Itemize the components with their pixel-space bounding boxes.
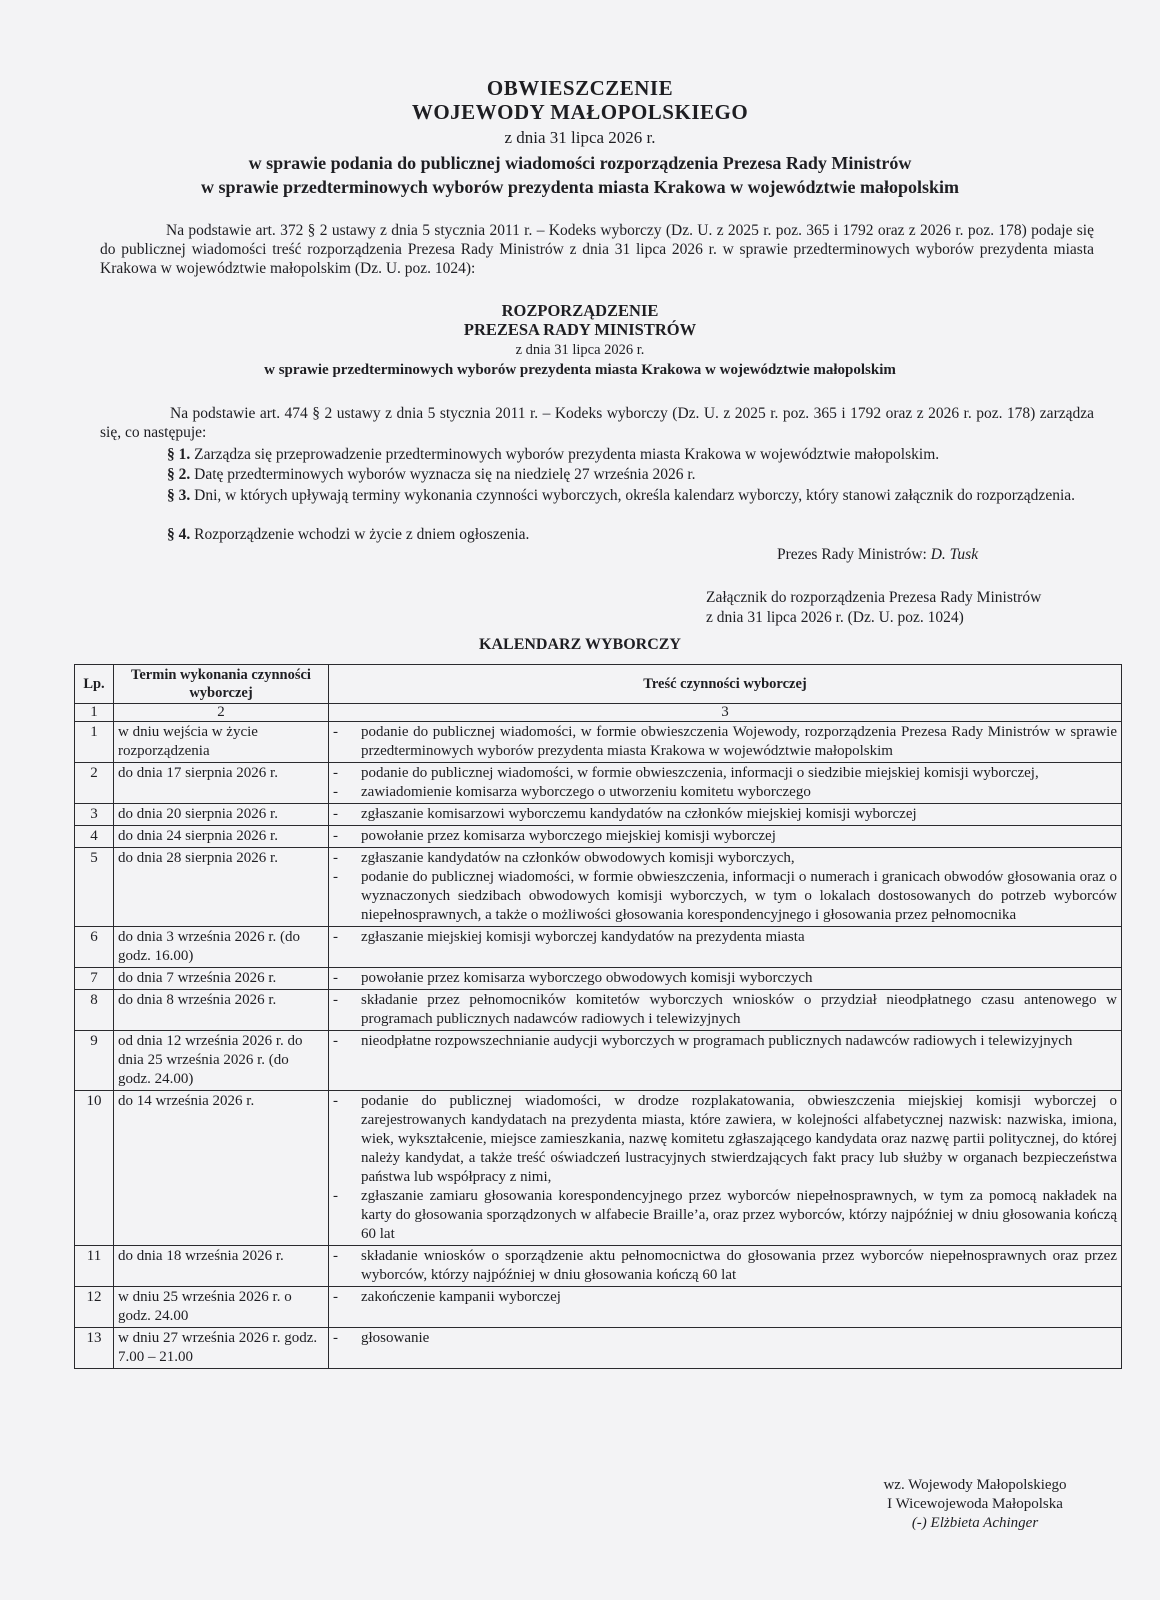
paragraph-number: § 1.: [167, 446, 191, 463]
announcement-subject-line1: w sprawie podania do publicznej wiadomości rozporządzenia Prezesa Rady Ministrów: [248, 153, 912, 173]
column-number-row: [75, 704, 1122, 722]
activity-item: - zawiadomienie komisarza wyborczego o utworzeniu komitetu wyborczego: [333, 783, 1117, 802]
activity-list: [333, 1032, 1117, 1051]
signature-line3: (-) Elżbieta Achinger: [911, 1515, 1039, 1531]
table-row: [75, 848, 1122, 927]
row-number: 8: [75, 990, 114, 1031]
row-number: 9: [75, 1031, 114, 1091]
paragraph-text: Zarządza się przeprowadzenie przedterminowych wyborów prezydenta miasta Krakowa w województwie małopolskim.: [194, 446, 940, 463]
row-activities: [329, 927, 1122, 968]
column-header-term: Termin wykonania czynności wyborczej: [114, 665, 329, 704]
activity-list: [333, 969, 1117, 988]
activity-item: - powołanie przez komisarza wyborczego obwodowych komisji wyborczych: [333, 969, 1117, 988]
row-term: do dnia 20 sierpnia 2026 r.: [114, 804, 329, 826]
activity-list: [333, 928, 1117, 947]
regulation-date: z dnia 31 lipca 2026 r.: [515, 342, 645, 358]
row-number: 5: [75, 848, 114, 927]
row-term: do dnia 28 sierpnia 2026 r.: [114, 848, 329, 927]
table-row: [75, 1328, 1122, 1369]
paragraph-text: Dni, w których upływają terminy wykonania czynności wyborczych, określa kalendarz wyborczy, który stanowi załącznik do rozporządzenia.: [194, 487, 1076, 504]
announcement-title-line2: WOJEWODY MAŁOPOLSKIEGO: [411, 100, 749, 124]
activity-item: - zgłaszanie zamiaru głosowania korespondencyjnego przez wyborców niepełnosprawnych, w tym za pomocą nakładek na karty do głosowania sporządzonych w alfabecie Braille’a, oraz przez wyborców, którzy najpóźniej w dniu głosowania kończą 60 lat: [333, 1187, 1117, 1244]
row-number: 10: [75, 1091, 114, 1246]
announcement-subject: [0, 151, 1160, 199]
annex-note: [706, 588, 1041, 628]
paragraph-number: § 2.: [167, 466, 191, 483]
activity-item: - powołanie przez komisarza wyborczego miejskiej komisji wyborczej: [333, 827, 1117, 846]
row-activities: [329, 722, 1122, 763]
activity-item: - nieodpłatne rozpowszechnianie audycji wyborczych w programach publicznych nadawców radiowych i telewizyjnych: [333, 1032, 1117, 1051]
row-term: do dnia 3 września 2026 r. (do godz. 16.00): [114, 927, 329, 968]
row-activities: [329, 1287, 1122, 1328]
row-activities: [329, 1091, 1122, 1246]
regulation-paragraph-2: [100, 465, 1094, 484]
table-row: [75, 1246, 1122, 1287]
announcement-date: z dnia 31 lipca 2026 r.: [504, 128, 656, 147]
column-number: 3: [329, 704, 1122, 722]
column-number: 2: [114, 704, 329, 722]
prime-minister-signature: [777, 546, 978, 564]
paragraph-number: § 3.: [167, 487, 191, 504]
column-header-content: Treść czynności wyborczej: [329, 665, 1122, 704]
row-number: 2: [75, 763, 114, 804]
regulation-paragraph-1: [100, 445, 1094, 464]
announcement-subject-line2: w sprawie przedterminowych wyborów prezydenta miasta Krakowa w województwie małopolskim: [200, 177, 960, 197]
announcement-title-line1: OBWIESZCZENIE: [486, 76, 674, 100]
column-number: 1: [75, 704, 114, 722]
paragraph-text: Rozporządzenie wchodzi w życie z dniem ogłoszenia.: [194, 526, 530, 543]
table-header-row: [75, 665, 1122, 704]
signature-line1: wz. Wojewody Małopolskiego: [883, 1477, 1067, 1493]
row-term: do 14 września 2026 r.: [114, 1091, 329, 1246]
row-activities: [329, 1031, 1122, 1091]
row-term: w dniu 25 września 2026 r. o godz. 24.00: [114, 1287, 329, 1328]
annex-note-line1: Załącznik do rozporządzenia Prezesa Rady Ministrów: [706, 589, 1042, 606]
regulation-intro: Na podstawie art. 474 § 2 ustawy z dnia 5 stycznia 2011 r. – Kodeks wyborczy (Dz. U. z 2025 r. poz. 365 i 1792 oraz z 2026 r. poz. 178) zarządza się, co następuje:: [100, 405, 1094, 441]
activity-list: [333, 1092, 1117, 1244]
activity-item: - podanie do publicznej wiadomości, w drodze rozplakatowania, obwieszczenia miejskiej komisji wyborczej o zarejestrowanych kandydatach na prezydenta miasta, które zawiera, w kolejności alfabetycznej nazwisk: nazwiska, imiona, wiek, wykształcenie, miejsce zamieszkania, nazwę komitetu zgłaszającego kandydata oraz nazwę partii politycznej, do której należy kandydat, a także treść oświadczeń lustracyjnych stwierdzających fakt pracy lub służby w organach bezpieczeństwa państwa lub współpracy z nimi,: [333, 1092, 1117, 1187]
election-calendar-table: [74, 664, 1122, 1369]
row-activities: [329, 968, 1122, 990]
row-number: 6: [75, 927, 114, 968]
activity-list: [333, 1288, 1117, 1307]
row-activities: [329, 990, 1122, 1031]
paragraph-number: § 4.: [167, 526, 191, 543]
row-number: 7: [75, 968, 114, 990]
row-activities: [329, 1246, 1122, 1287]
activity-item: - podanie do publicznej wiadomości, w formie obwieszczenia, informacji o numerach i granicach obwodów głosowania oraz o wyznaczonych siedzibach obwodowych komisji wyborczych, w tym o lokalach dostosowanych do potrzeb wyborców niepełnosprawnych, a także o możliwości głosowania korespondencyjnego i głosowania przez pełnomocnika: [333, 868, 1117, 925]
activity-item: - składanie wniosków o sporządzenie aktu pełnomocnictwa do głosowania przez wyborców niepełnosprawnych oraz przez wyborców, którzy najpóźniej w dniu głosowania kończą 60 lat: [333, 1247, 1117, 1285]
activity-item: - głosowanie: [333, 1329, 1117, 1348]
regulation-subject: w sprawie przedterminowych wyborów prezydenta miasta Krakowa w województwie małopolskim: [264, 362, 896, 378]
announcement-intro: Na podstawie art. 372 § 2 ustawy z dnia 5 stycznia 2011 r. – Kodeks wyborczy (Dz. U. z 2025 r. poz. 365 i 1792 oraz z 2026 r. poz. 178) podaje się do publicznej wiadomości treść rozporządzenia Prezesa Rady Ministrów z dnia 31 lipca 2026 r. w sprawie przedterminowych wyborów prezydenta miasta Krakowa w województwie małopolskim (Dz. U. poz. 1024):: [100, 222, 1094, 277]
column-header-lp: Lp.: [75, 665, 114, 704]
announcement-title: [0, 76, 1160, 124]
activity-item: - podanie do publicznej wiadomości, w formie obwieszczenia, informacji o siedzibie miejskiej komisji wyborczej,: [333, 764, 1117, 783]
row-activities: [329, 1328, 1122, 1369]
table-row: [75, 763, 1122, 804]
activity-item: - podanie do publicznej wiadomości, w formie obwieszczenia Wojewody, rozporządzenia Prezesa Rady Ministrów w sprawie przedterminowych wyborów prezydenta miasta Krakowa w województwie małopolskim: [333, 723, 1117, 761]
row-term: do dnia 18 września 2026 r.: [114, 1246, 329, 1287]
row-term: w dniu 27 września 2026 r. godz. 7.00 – 21.00: [114, 1328, 329, 1369]
activity-list: [333, 805, 1117, 824]
row-number: 3: [75, 804, 114, 826]
paragraph-text: Datę przedterminowych wyborów wyznacza się na niedzielę 27 września 2026 r.: [194, 466, 696, 483]
row-activities: [329, 826, 1122, 848]
activity-list: [333, 827, 1117, 846]
activity-list: [333, 1247, 1117, 1285]
table-row: [75, 1091, 1122, 1246]
row-number: 4: [75, 826, 114, 848]
activity-item: - zakończenie kampanii wyborczej: [333, 1288, 1117, 1307]
row-term: do dnia 24 sierpnia 2026 r.: [114, 826, 329, 848]
table-row: [75, 990, 1122, 1031]
regulation-paragraph-4: [100, 525, 1094, 544]
table-row: [75, 1287, 1122, 1328]
signature-line2: I Wicewojewoda Małopolska: [887, 1496, 1063, 1512]
activity-list: [333, 849, 1117, 925]
voivode-signature: [860, 1476, 1090, 1533]
row-activities: [329, 848, 1122, 927]
signature-role: Prezes Rady Ministrów:: [777, 546, 927, 563]
row-term: od dnia 12 września 2026 r. do dnia 25 września 2026 r. (do godz. 24.00): [114, 1031, 329, 1091]
regulation-title: [0, 301, 1160, 339]
row-activities: [329, 763, 1122, 804]
signature-name: D. Tusk: [930, 546, 979, 563]
activity-list: [333, 764, 1117, 802]
regulation-title-line1: ROZPORZĄDZENIE: [501, 301, 659, 320]
row-term: do dnia 7 września 2026 r.: [114, 968, 329, 990]
row-term: w dniu wejścia w życie rozporządzenia: [114, 722, 329, 763]
row-number: 13: [75, 1328, 114, 1369]
regulation-paragraph-3: [100, 486, 1094, 505]
row-term: do dnia 8 września 2026 r.: [114, 990, 329, 1031]
activity-list: [333, 991, 1117, 1029]
row-term: do dnia 17 sierpnia 2026 r.: [114, 763, 329, 804]
table-row: [75, 722, 1122, 763]
table-row: [75, 804, 1122, 826]
row-activities: [329, 804, 1122, 826]
activity-list: [333, 1329, 1117, 1348]
activity-item: - zgłaszanie komisarzowi wyborczemu kandydatów na członków miejskiej komisji wyborczej: [333, 805, 1117, 824]
activity-item: - zgłaszanie miejskiej komisji wyborczej kandydatów na prezydenta miasta: [333, 928, 1117, 947]
activity-item: - składanie przez pełnomocników komitetów wyborczych wniosków o przydział nieodpłatnego czasu antenowego w programach publicznych nadawców radiowych i telewizyjnych: [333, 991, 1117, 1029]
row-number: 1: [75, 722, 114, 763]
regulation-title-line2: PREZESA RADY MINISTRÓW: [463, 320, 697, 339]
annex-note-line2: z dnia 31 lipca 2026 r. (Dz. U. poz. 1024): [706, 609, 964, 626]
activity-list: [333, 723, 1117, 761]
calendar-title: KALENDARZ WYBORCZY: [479, 636, 681, 653]
row-number: 11: [75, 1246, 114, 1287]
table-row: [75, 927, 1122, 968]
row-number: 12: [75, 1287, 114, 1328]
table-row: [75, 968, 1122, 990]
table-row: [75, 826, 1122, 848]
activity-item: - zgłaszanie kandydatów na członków obwodowych komisji wyborczych,: [333, 849, 1117, 868]
table-row: [75, 1031, 1122, 1091]
